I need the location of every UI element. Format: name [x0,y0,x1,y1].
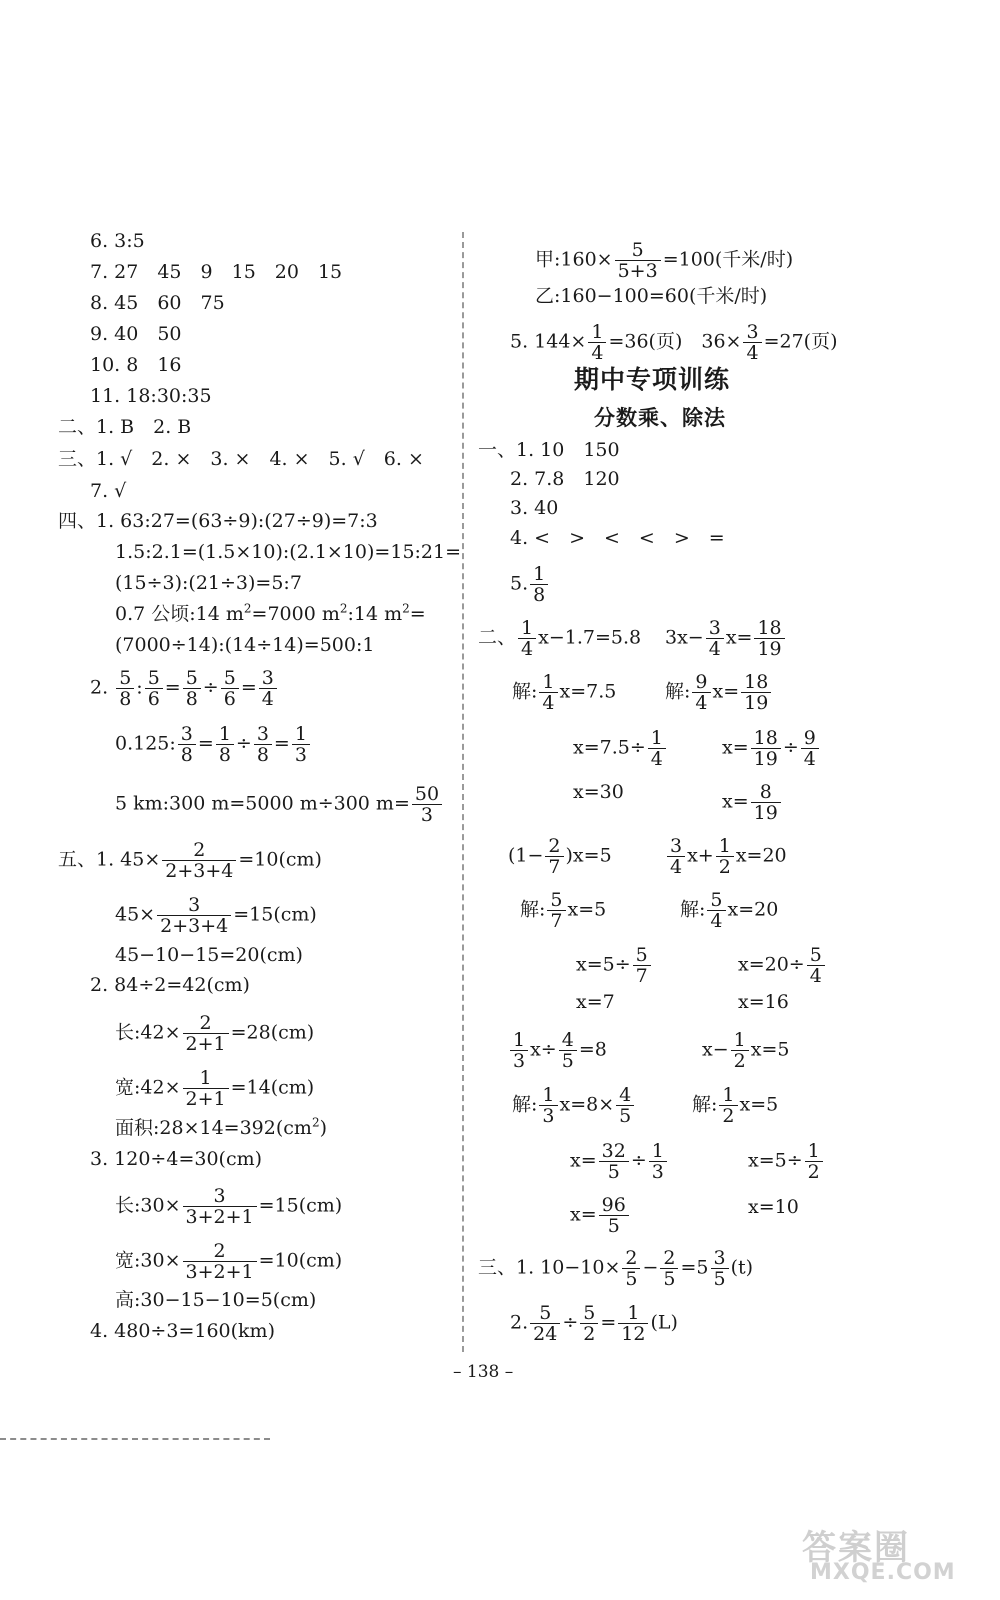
fraction: $\frac{96}{5}$ [599,1195,629,1236]
answer-line: 7. √ [90,480,127,502]
equation-right: $\frac{3}{4}$ x+ $\frac{1}{2}$ x=20 [665,836,787,877]
answer-line: 4. 480÷3=160(km) [90,1320,275,1342]
answer-line: 10. 8 16 [90,354,182,376]
column-divider [462,232,464,1352]
fraction: $\frac{2}{2+3+4}$ [162,840,236,881]
fraction: $\frac{1}{4}$ [539,672,557,713]
equation-left: 解: $\frac{5}{7}$ x=5 [520,889,607,932]
watermark-url: MXQE.COM [810,1560,956,1585]
page-number: – 138 – [453,1362,514,1382]
equation-right: x− $\frac{1}{2}$ x=5 [702,1029,790,1072]
fraction: $\frac{50}{3}$ [412,784,442,825]
section-five-answers: 五、1. 45× $\frac{2}{2+3+4}$ =10(cm) [58,839,322,882]
fraction: $\frac{1}{12}$ [618,1303,648,1344]
fraction: $\frac{1}{2}$ [719,1085,737,1126]
fraction: $\frac{2}{5}$ [660,1248,678,1289]
fraction: $\frac{5}{7}$ [547,890,565,931]
fraction: $\frac{3}{4}$ [259,668,277,709]
fraction-equation: 5. 144× $\frac{1}{4}$ =36(页) 36× $\frac{3}{4}$ =27(页) [510,321,838,364]
equation-left: 解: $\frac{1}{3}$ x=8× $\frac{4}{5}$ [512,1085,636,1126]
fraction: $\frac{3}{4}$ [706,618,724,659]
fraction-equation: 5 km:300 m=5000 m÷300 m= $\frac{50}{3}$ [115,784,444,825]
equation-left: 二、 $\frac{1}{4}$ x−1.7=5.8 [478,617,642,660]
fraction: $\frac{3}{5}$ [711,1248,729,1289]
fraction: $\frac{2}{3+2+1}$ [183,1241,257,1282]
fraction: $\frac{9}{4}$ [801,728,819,769]
fraction: $\frac{1}{4}$ [518,618,536,659]
fraction: $\frac{1}{3}$ [510,1030,528,1071]
equation-left: (1− $\frac{2}{7}$ )x=5 [508,835,612,878]
fraction: $\frac{3}{3+2+1}$ [183,1186,257,1227]
equation-left: x=30 [573,781,624,803]
fraction: $\frac{32}{5}$ [599,1141,629,1182]
fraction-equation: 5. $\frac{1}{8}$ [510,564,550,605]
fraction: $\frac{1}{2}$ [716,836,734,877]
section-three-answers: 三、1. 10−10× $\frac{2}{5}$ − $\frac{2}{5}$ =5 $\frac{3}{5}$ (t) [478,1247,754,1290]
fraction: $\frac{2}{7}$ [545,836,563,877]
fraction: $\frac{4}{5}$ [616,1085,634,1126]
fraction-equation: 45× $\frac{3}{2+3+4}$ =15(cm) [115,894,317,937]
section-subtitle: 分数乘、除法 [594,406,726,430]
fraction: $\frac{1}{2}$ [805,1141,823,1182]
section-two-answers: 二、1. B 2. B [58,416,192,438]
fraction-equation: 长:42× $\frac{2}{2+1}$ =28(cm) [115,1012,315,1055]
fraction: $\frac{5}{7}$ [633,945,651,986]
fraction: $\frac{5}{24}$ [530,1303,560,1344]
fraction: $\frac{2}{2+1}$ [183,1013,229,1054]
equation-right: x=20÷ $\frac{5}{4}$ [738,945,827,986]
equation-right: 解: $\frac{1}{2}$ x=5 [692,1084,779,1127]
answer-line: 2. 7.8 120 [510,468,620,490]
fraction: $\frac{18}{19}$ [754,618,784,659]
answer-line: 9. 40 50 [90,323,182,345]
equation-right: x=16 [738,991,789,1013]
fraction: $\frac{1}{4}$ [588,322,606,363]
fraction: $\frac{3}{8}$ [178,724,196,765]
fraction: $\frac{1}{4}$ [648,728,666,769]
fraction: $\frac{18}{19}$ [751,728,781,769]
equation-left: x= $\frac{96}{5}$ [570,1195,631,1236]
watermark-logo [802,1520,982,1590]
fraction: $\frac{3}{2+3+4}$ [157,895,231,936]
equation-left: x= $\frac{32}{5}$ ÷ $\frac{1}{3}$ [570,1141,669,1182]
equation-right: 3x− $\frac{3}{4}$ x= $\frac{18}{19}$ [665,618,787,659]
fraction: $\frac{1}{3}$ [649,1141,667,1182]
fraction-equation: 甲:160× $\frac{5}{5+3}$ =100(千米/时) [535,239,794,282]
answer-line: 4. < > < < > = [510,527,725,549]
answer-line: (15÷3):(21÷3)=5:7 [115,572,302,594]
equation-left: x=5÷ $\frac{5}{7}$ [576,945,653,986]
fraction: $\frac{2}{5}$ [622,1248,640,1289]
fraction: $\frac{1}{8}$ [216,724,234,765]
fraction: $\frac{5}{4}$ [707,890,725,931]
section-three-answers: 三、1. √ 2. × 3. × 4. × 5. √ 6. × [58,448,424,470]
fraction: $\frac{5}{6}$ [221,668,239,709]
fraction: $\frac{4}{5}$ [559,1030,577,1071]
answer-line: 3. 40 [510,497,559,519]
equation-right: x= $\frac{18}{19}$ ÷ $\frac{9}{4}$ [722,728,821,769]
answer-line: 2. 84÷2=42(cm) [90,974,250,996]
fraction: $\frac{1}{3}$ [292,724,310,765]
fraction: $\frac{3}{8}$ [254,724,272,765]
fraction: $\frac{1}{2}$ [731,1030,749,1071]
answer-line: 8. 45 60 75 [90,292,225,314]
fraction: $\frac{1}{3}$ [539,1085,557,1126]
equation-left: x=7.5÷ $\frac{1}{4}$ [573,728,668,769]
equation-right: 解: $\frac{9}{4}$ x= $\frac{18}{19}$ [665,672,773,713]
equation-left: x=7 [576,991,615,1013]
equation-left: 解: $\frac{1}{4}$ x=7.5 [512,671,617,714]
fraction-equation: 宽:30× $\frac{2}{3+2+1}$ =10(cm) [115,1240,343,1283]
answer-line: 高:30−15−10=5(cm) [115,1289,317,1311]
fraction: $\frac{5}{5+3}$ [615,240,661,281]
answer-line: 面积$:28\times 14=392(cm^2)$ [115,1115,327,1139]
equation-left: $\frac{1}{3}$ x÷ $\frac{4}{5}$ =8 [508,1030,607,1071]
fraction: $\frac{8}{19}$ [751,782,781,823]
answer-line: 7. 27 45 9 15 20 15 [90,261,343,283]
answer-line: 6. 3:5 [90,230,145,252]
answer-line: 3. 120÷4=30(cm) [90,1148,263,1170]
answer-line: 0.7 公顷:14 $m^2=7000$ $m^2:14$ $m^2=$ [115,601,426,625]
fraction: $\frac{9}{4}$ [692,672,710,713]
fraction-equation: 宽:42× $\frac{1}{2+1}$ =14(cm) [115,1067,315,1110]
watermark-text: 答案圈 [802,1528,910,1568]
answer-line: 一、1. 10 150 [478,439,620,461]
fraction: $\frac{3}{4}$ [743,322,761,363]
equation-right: 解: $\frac{5}{4}$ x=20 [680,889,779,932]
equation-right: x=5÷ $\frac{1}{2}$ [748,1141,825,1182]
answer-line: 乙:160−100=60(千米/时) [535,285,768,307]
fraction: $\frac{5}{8}$ [116,668,134,709]
answer-line: 1.5:2.1=(1.5×10):(2.1×10)=15:21= [115,541,462,563]
section-title: 期中专项训练 [574,365,731,394]
scan-artifact-line [0,1438,270,1440]
equation-right: x=10 [748,1196,799,1218]
fraction: $\frac{1}{2+1}$ [183,1068,229,1109]
fraction: $\frac{5}{4}$ [807,945,825,986]
fraction-equation: 2. $\frac{5}{8}$ : $\frac{5}{6}$ = $\frac{5}{8}$ ÷ $\frac{5}{6}$ = $\frac{3}{4}$ [90,668,279,709]
fraction-equation: 0.125: $\frac{3}{8}$ = $\frac{1}{8}$ ÷ $\frac{3}{8}$ = $\frac{1}{3}$ [115,724,312,765]
fraction: $\frac{18}{19}$ [741,672,771,713]
fraction: $\frac{3}{4}$ [667,836,685,877]
equation-right: x= $\frac{8}{19}$ [722,782,783,823]
section-four-answers: 四、1. 63:27=(63÷9):(27÷9)=7:3 [58,510,378,532]
fraction: $\frac{1}{8}$ [530,564,548,605]
answer-line: 45−10−15=20(cm) [115,944,303,966]
fraction: $\frac{5}{2}$ [580,1303,598,1344]
fraction-equation: 长:30× $\frac{3}{3+2+1}$ =15(cm) [115,1185,343,1228]
fraction: $\frac{5}{6}$ [145,668,163,709]
fraction-equation: 2. $\frac{5}{24}$ ÷ $\frac{5}{2}$ = $\frac{1}{12}$ (L) [510,1302,678,1345]
fraction: $\frac{5}{8}$ [183,668,201,709]
answer-line: (7000÷14):(14÷14)=500:1 [115,634,375,656]
answer-line: 11. 18:30:35 [90,385,212,407]
